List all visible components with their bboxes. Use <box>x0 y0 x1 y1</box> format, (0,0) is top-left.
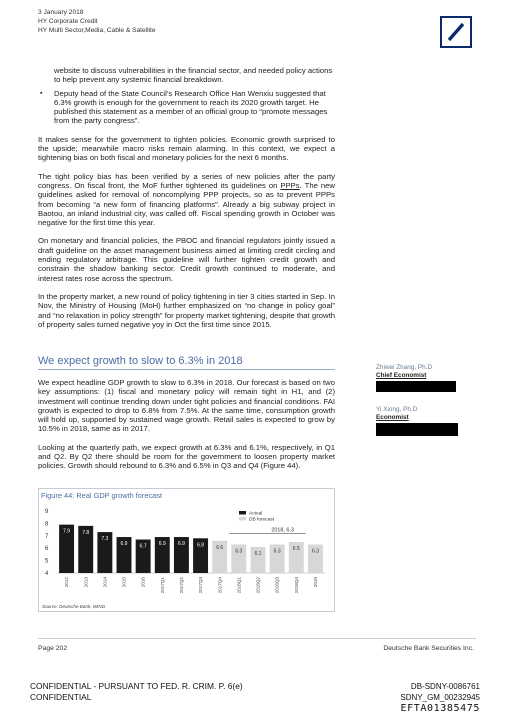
x-tick-label: 2018Q2 <box>255 577 261 594</box>
paragraph-2-text-b: . The new guidelines asked for removal of noncomplying PPP projects, so as to prevent PPPs from becoming “a new form of financing platforms”. Already a big subway project in Baotou, an inland industrial city, was called off. Fiscal spending growth in October was negative for the first time this year. <box>38 180 335 228</box>
x-tick-label: 2018Q4 <box>293 577 299 594</box>
bar-data-label: 7.9 <box>63 528 71 535</box>
x-tick-label: 2014 <box>102 577 108 588</box>
bar-data-label: 7.3 <box>101 536 109 543</box>
redaction-bar <box>376 381 456 392</box>
bar-data-label: 6.3 <box>273 548 281 555</box>
bar-data-label: 7.8 <box>82 529 90 536</box>
confidential-stamp <box>30 681 243 703</box>
x-tick-label: 2016 <box>140 577 146 588</box>
legend-label-actual: Actual <box>249 511 263 517</box>
legend-label-forecast: DB forecast <box>249 517 275 523</box>
gdp-chart-figure <box>38 488 335 612</box>
paragraph-5: We expect headline GDP growth to slow to 6.3% in 2018. Our forecast is based on two key assumptions: (1) fiscal and monetary policy will remain tight in H1, and (2) investment will continue trending down under tight policies and financial conditions. FAI growth is expected to drop to 6.8% from 7.5%. At the same time, consumption growth will hold up, supported by sustained wage growth. Retail sales is expected to grow by 10.5% in 2018, same as in 2017. <box>38 378 335 434</box>
legend-swatch-forecast <box>239 517 246 521</box>
page-number: Page 202 <box>38 645 68 652</box>
x-tick-label: 2018Q1 <box>236 577 242 594</box>
redaction-bar <box>376 423 458 436</box>
paragraph-1: It makes sense for the government to tighten policies. Economic growth surprised to the upside; meanwhile macro risks remain alarming. In this context, we expect a tightening bias on both fiscal and monetary policies for the next 6 months. <box>38 134 335 163</box>
author-2 <box>376 406 476 422</box>
x-tick-label: 2019 <box>313 577 319 588</box>
x-tick-label: 2015 <box>121 577 127 588</box>
bar-data-label: 6.3 <box>311 548 319 555</box>
bar-data-label: 6.5 <box>292 546 300 552</box>
paragraph-2-text-a: The tight policy bias has been verified by a series of new policies after the party congress. On fiscal front, the MoF further tightened its guidelines on <box>38 171 335 190</box>
y-tick-label: 9 <box>45 509 49 515</box>
paragraph-3: On monetary and financial policies, the PBOC and financial regulators jointly issued a draft guideline on the asset management business aimed at limiting credit circling and ending regulatory arbitrage. This guideline will further tighten credit growth and constrain the shadow banking sector. Credit growth continued to moderate, and interest rates rose across the spectrum. <box>38 236 335 283</box>
x-tick-label: 2017Q4 <box>217 577 223 594</box>
report-header <box>38 8 156 35</box>
bar-data-label: 6.6 <box>216 544 224 551</box>
section-text <box>38 378 335 471</box>
section-title: We expect growth to slow to 6.3% in 2018 <box>38 355 335 370</box>
bullet-icon: ▪ <box>40 89 43 97</box>
y-tick-label: 7 <box>45 533 49 540</box>
report-sector: HY Multi Sector,Media, Cable & Satellite <box>38 27 156 34</box>
bullet-item <box>38 89 335 126</box>
bates-id-1: DB-SDNY-0086761 <box>410 682 480 691</box>
deutsche-bank-logo-icon <box>440 16 472 48</box>
x-tick-label: 2013 <box>83 577 89 588</box>
legend-swatch-actual <box>239 511 246 515</box>
author-2-name: Yi Xiong, Ph.D <box>376 406 418 413</box>
x-tick-label: 2017Q2 <box>179 577 185 594</box>
gdp-bar-chart <box>39 489 336 613</box>
y-tick-label: 8 <box>45 521 49 528</box>
confidential-line-1: CONFIDENTIAL - PURSUANT TO FED. R. CRIM. P. 6(e) <box>30 681 243 691</box>
y-tick-label: 4 <box>45 571 49 577</box>
paragraph-4: In the property market, a new round of policy tightening in tier 3 cities started in Sep. In Nov, the Ministry of Housing (MoH) further emphasized on “no change in policy goal” and “no relaxation in policy strength” for property market tightening, despite that growth of property sales turned negative yoy in Oct the first time since 2015. <box>38 291 335 329</box>
bates-numbers <box>400 681 480 714</box>
chart-title: Figure 44: Real GDP growth forecast <box>41 491 163 500</box>
ppps-link: PPPs <box>280 180 300 190</box>
report-date: 3 January 2018 <box>38 9 84 16</box>
paragraph-2 <box>38 172 335 228</box>
report-desk: HY Corporate Credit <box>38 18 98 25</box>
bar-data-label: 6.9 <box>158 541 166 548</box>
author-1-name: Zhiwei Zhang, Ph.D <box>376 364 433 371</box>
x-tick-label: 2017Q1 <box>159 577 165 594</box>
confidential-line-2: CONFIDENTIAL <box>30 692 92 702</box>
main-text <box>38 66 335 329</box>
company-name: Deutsche Bank Securities Inc. <box>383 645 474 652</box>
y-tick-label: 6 <box>45 546 49 553</box>
bar-data-label: 6.9 <box>177 541 185 548</box>
x-tick-label: 2012 <box>64 577 70 588</box>
x-tick-label: 2018Q3 <box>274 577 280 594</box>
bates-id-3: EFTA01385475 <box>400 703 480 714</box>
chart-source: Source: Deutsche Bank, WIND <box>42 604 106 609</box>
author-1-role: Chief Economist <box>376 372 427 379</box>
footer-divider <box>38 638 476 639</box>
intro-paragraph: website to discuss vulnerabilities in the financial sector, and needed policy actions to help prevent any systemic financial breakdown. <box>54 66 333 85</box>
bar-data-label: 6.7 <box>139 543 147 550</box>
y-tick-label: 5 <box>45 558 49 565</box>
bar-data-label: 6.9 <box>120 541 128 548</box>
bar-data-label: 6.1 <box>254 550 262 557</box>
author-2-role: Economist <box>376 414 409 421</box>
x-tick-label: 2017Q3 <box>198 577 204 594</box>
paragraph-6: Looking at the quarterly path, we expect growth at 6.3% and 6.1%, respectively, in Q1 and Q2. By Q2 there should be room for the government to loosen property market policies. Growth should rebound to 6.3% and 6.5% in Q3 and Q4 (Figure 44). <box>38 442 335 471</box>
bar-data-label: 6.8 <box>197 542 205 549</box>
bates-id-2: SDNY_GM_00232945 <box>400 693 480 702</box>
annotation-label: 2018, 6.3 <box>271 527 294 534</box>
bar-data-label: 6.3 <box>235 548 243 555</box>
bullet-text: Deputy head of the State Council’s Research Office Han Wenxiu suggested that 6.3% growth is enough for the government to reach its 2020 growth target. He published this statement as a member of an official group to “promote messages from the party congress”. <box>54 88 328 126</box>
author-1 <box>376 364 476 380</box>
